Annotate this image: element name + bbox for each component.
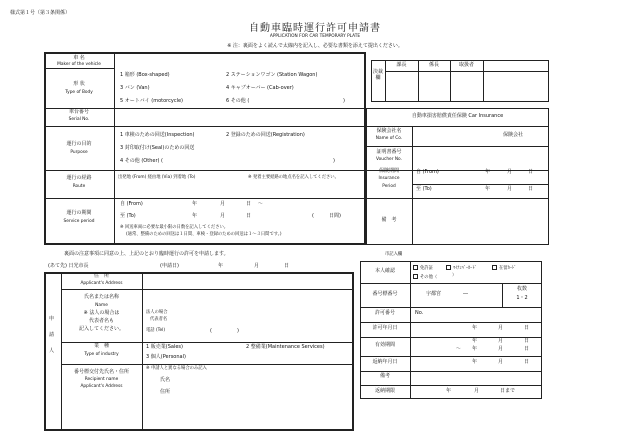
serial-label-en: Serial No. (68, 117, 90, 122)
id-option-other[interactable]: その他（ (413, 274, 437, 281)
route-text[interactable]: 出発地 (From) 経由地 (Via) 到着地 (To) (118, 175, 196, 180)
service-tilde: ～ (258, 201, 264, 207)
purpose-option-2[interactable]: 2 登録のための回送(Registration) (226, 132, 305, 138)
body-option-6-close: ) (343, 98, 345, 104)
valid-from-day: 日 (524, 338, 530, 344)
declaration: 裏面の注意事項に同意の上、上記のとおり臨時運行の許可を申請します。 (64, 251, 229, 257)
instruction-note: ※ 注：裏面をよく読んで太線内を記入し、必要な書類を添えて提出ください。 (227, 43, 403, 49)
decision-label: 決裁欄 (373, 69, 384, 81)
ins-to-day: 日 (528, 186, 534, 192)
service-note-1: ※ 回送車両に必要な最小限の日数を記入してください。 (120, 225, 229, 230)
ins-from: 自 (From) (416, 169, 439, 175)
permit-date-label: 許可年月日 (372, 325, 398, 331)
body-option-3[interactable]: 3 バン (Van) (120, 85, 150, 91)
service-days[interactable]: ( 日間) (312, 213, 341, 219)
service-to-year: 年 (192, 213, 198, 219)
maker-input[interactable] (118, 54, 362, 68)
address-label-en: Applicant's Address (80, 281, 123, 286)
return-due-year: 年 (446, 388, 452, 394)
body-label-en: Type of Body (65, 90, 93, 95)
insurance-header: 自動車損害賠償責任保険 Car Insurance (411, 113, 504, 119)
industry-label-en: Type of industry (84, 352, 119, 357)
return-due-label: 返納期限 (374, 388, 395, 394)
decision-col-subchief: 係長 (428, 62, 439, 68)
tel-input[interactable] (215, 328, 235, 336)
service-from-month: 月 (220, 201, 226, 207)
return-year: 年 (472, 359, 478, 365)
tel-label: 電話 (Tel) (146, 328, 166, 333)
office-use-label: 市記入欄 (385, 252, 403, 257)
service-from-day: 日 (246, 201, 252, 207)
valid-from-month: 月 (498, 338, 504, 344)
serial-label: 車台番号 (68, 109, 89, 115)
valid-to-month: 月 (498, 346, 504, 352)
route-label-en: Route (72, 184, 86, 189)
return-label: 返納年月日 (372, 359, 398, 365)
ins-from-month: 月 (507, 169, 513, 175)
id-option-mynumber[interactable]: ﾏｲﾅﾝﾊﾞｰｶｰﾄﾞ (446, 265, 477, 272)
return-day: 日 (524, 359, 530, 365)
id-option-other-close: ） (452, 273, 457, 278)
applicant-side-3: 人 (49, 348, 55, 354)
office-remarks-label: 備考 (379, 373, 390, 379)
recipient-label-en1: Recipient name (84, 377, 119, 382)
app-date-month: 月 (254, 263, 260, 269)
app-date-year: 年 (218, 263, 224, 269)
applicant-side-1: 申 (49, 316, 55, 322)
page-subtitle: APPLICATION FOR CAR TEMPORARY PLATE (269, 34, 361, 39)
purpose-label: 運行の目的 (66, 141, 92, 147)
corp-case: 法人の場合 (146, 310, 168, 315)
maker-label-en: Maker of the vehicle (57, 62, 101, 67)
voucher-label-en: Voucher No. (376, 157, 402, 162)
route-label: 運行の経路 (66, 175, 92, 181)
address-input[interactable] (145, 274, 351, 287)
industry-label: 業 種 (93, 343, 109, 349)
address-label: 住 所 (93, 273, 109, 279)
sheets-value[interactable]: 1・2 (516, 295, 528, 301)
body-option-6[interactable]: 6 その他 ( (226, 98, 250, 104)
tel-open: ( (210, 328, 212, 334)
purpose-option-3[interactable]: 3 封印取付け(Seal)のための回送 (120, 145, 195, 151)
purpose-label-en: Purpose (70, 150, 88, 155)
remarks-label: 備 考 (381, 217, 397, 223)
permit-date-year: 年 (472, 325, 478, 331)
recipient-note: ※ 申請人と異なる場合のみ記入 (146, 366, 207, 371)
decision-col-handler: 取扱者 (458, 62, 474, 68)
service-to: 至 (To) (120, 213, 136, 219)
body-option-1[interactable]: 1 箱形 (Box-shaped) (120, 72, 170, 78)
name-label: 氏名または名称 (83, 294, 119, 300)
ins-from-year: 年 (485, 169, 491, 175)
purpose-option-1[interactable]: 1 車検のための回送(Inspection) (120, 132, 195, 138)
body-option-4[interactable]: 4 キャブオーバー (Cab-over) (226, 85, 294, 91)
route-note: ※ 発着主要経路の地点名を記入してください。 (248, 175, 339, 180)
period-ins-en2: Period (382, 184, 396, 189)
ins-to-month: 月 (507, 186, 513, 192)
permit-date-month: 月 (498, 325, 504, 331)
decision-col-chief: 課長 (396, 62, 407, 68)
valid-to-day: 日 (524, 346, 530, 352)
service-to-month: 月 (220, 213, 226, 219)
industry-option-2[interactable]: 2 整備業(Maintenance Services) (246, 344, 325, 350)
period-ins-en1: Insurance (378, 176, 400, 181)
id-option-residence[interactable]: 在留ｶｰﾄﾞ (492, 265, 516, 272)
recipient-label: 番号標交付先氏名・住所 (73, 369, 129, 375)
maker-label: 車 名 (73, 55, 85, 61)
plate-label: 番号標番号 (372, 291, 398, 297)
serial-input[interactable] (118, 110, 362, 124)
permit-no-label: 許可番号 (374, 310, 395, 316)
corp-note-2: 代表者名も (88, 318, 114, 324)
company-label: 保険会社名 (376, 128, 402, 134)
plate-dash: ― (463, 291, 468, 297)
recipient-name-label: 氏名 (160, 377, 171, 383)
app-date-day: 日 (284, 263, 290, 269)
permit-date-day: 日 (524, 325, 530, 331)
recipient-label-en2: Applicant's Address (80, 384, 123, 389)
id-option-license[interactable]: 免許証 (413, 265, 433, 272)
recipient-address-label: 住所 (160, 389, 171, 395)
rep-name: 代表者名 (150, 317, 168, 322)
body-label: 形 状 (73, 81, 85, 87)
valid-tilde: ～ (456, 346, 462, 352)
tel-close: ) (237, 328, 239, 334)
addressee: (あて先) 日光市長 (48, 263, 89, 269)
page-title: 自動車臨時運行許可申請書 (249, 23, 381, 34)
company-label-en: Name of Co. (375, 136, 403, 141)
period-ins-label: 保険期間 (378, 168, 399, 174)
voucher-input[interactable] (414, 149, 547, 168)
industry-option-3[interactable]: 3 個人(Personal) (146, 354, 186, 360)
applicant-side-2: 請 (49, 332, 55, 338)
sheets-label: 枚数 (516, 286, 527, 292)
service-note-2: (通常、整備のための回送は１日間、車検・登録のための回送は１～３日間です。) (126, 232, 282, 237)
return-due-end: 日まで (500, 388, 516, 394)
permit-no-value[interactable]: No. (415, 310, 424, 316)
name-label-en: Name (95, 303, 108, 308)
valid-from-year: 年 (472, 338, 478, 344)
service-period-label: 運行の期間 (66, 210, 92, 216)
company-value[interactable]: 保険会社 (503, 132, 524, 138)
body-option-2[interactable]: 2 ステーションワゴン (Station Wagon) (226, 72, 318, 78)
corp-note-3: 記入してください。 (78, 326, 124, 332)
body-option-5[interactable]: 5 オートバイ (motorcycle) (120, 98, 183, 104)
service-period-en: Service period (63, 219, 95, 224)
return-due-month: 月 (474, 388, 480, 394)
purpose-option-4[interactable]: 4 その他 (Other) ( (120, 158, 163, 164)
ins-from-day: 日 (528, 169, 534, 175)
form-number: 様式第１号（第３条関係） (10, 10, 71, 16)
service-to-day: 日 (246, 213, 252, 219)
return-month: 月 (498, 359, 504, 365)
voucher-label: 証明書番号 (376, 149, 402, 155)
identity-label: 本人確認 (374, 268, 395, 274)
service-from-year: 年 (192, 201, 198, 207)
application-date-label: (申請日) (160, 263, 179, 269)
ins-to: 至 (To) (416, 186, 432, 192)
service-from: 自 (From) (120, 201, 143, 207)
valid-label: 有効期間 (374, 342, 395, 348)
corp-note-1: ※ 法人の場合は (83, 310, 120, 316)
valid-to-year: 年 (472, 346, 478, 352)
plate-value[interactable]: 宇都宮 (426, 291, 442, 297)
industry-option-1[interactable]: 1 販売業(Sales) (146, 344, 183, 350)
ins-to-year: 年 (485, 186, 491, 192)
purpose-option-4-close: ) (333, 158, 335, 164)
